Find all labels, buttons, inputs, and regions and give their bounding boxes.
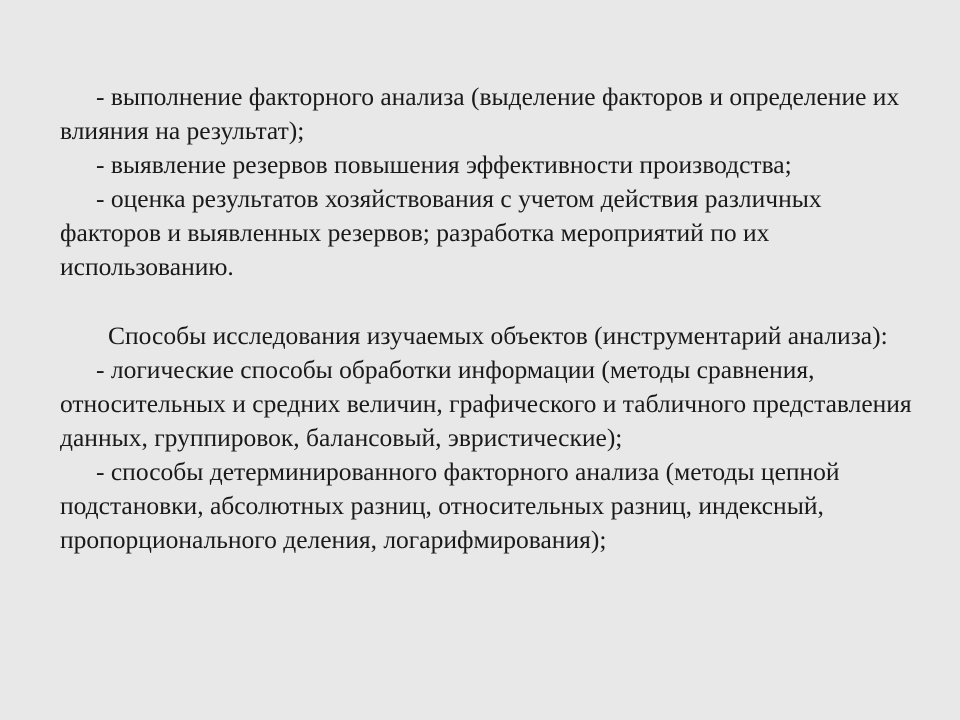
list-item-logical-methods: - логические способы обработки информации (методы сравнения, относительных и средних величин, графического и табличного представления данных, группировок, балансовый, эвристические); (60, 354, 912, 452)
list-item-reserves: - выявление резервов повышения эффективности производства; (96, 150, 792, 180)
section-heading-methods: Способы исследования изучаемых объектов (инструментарий анализа): (108, 320, 888, 350)
slide-text-body (60, 80, 920, 557)
list-item-evaluation: - оценка результатов хозяйствования с учетом действия различных факторов и выявленных резервов; разработка мероприятий по их использованию. (60, 184, 822, 282)
list-item-deterministic-methods: - способы детерминированного факторного анализа (методы цепной подстановки, абсолютных разниц, относительных разниц, индексный, пропорционального деления, логарифмирования); (60, 456, 840, 555)
paragraph-spacer (60, 285, 920, 319)
list-item-factor-analysis: - выполнение факторного анализа (выделение факторов и определение их влияния на результат); (60, 82, 900, 146)
